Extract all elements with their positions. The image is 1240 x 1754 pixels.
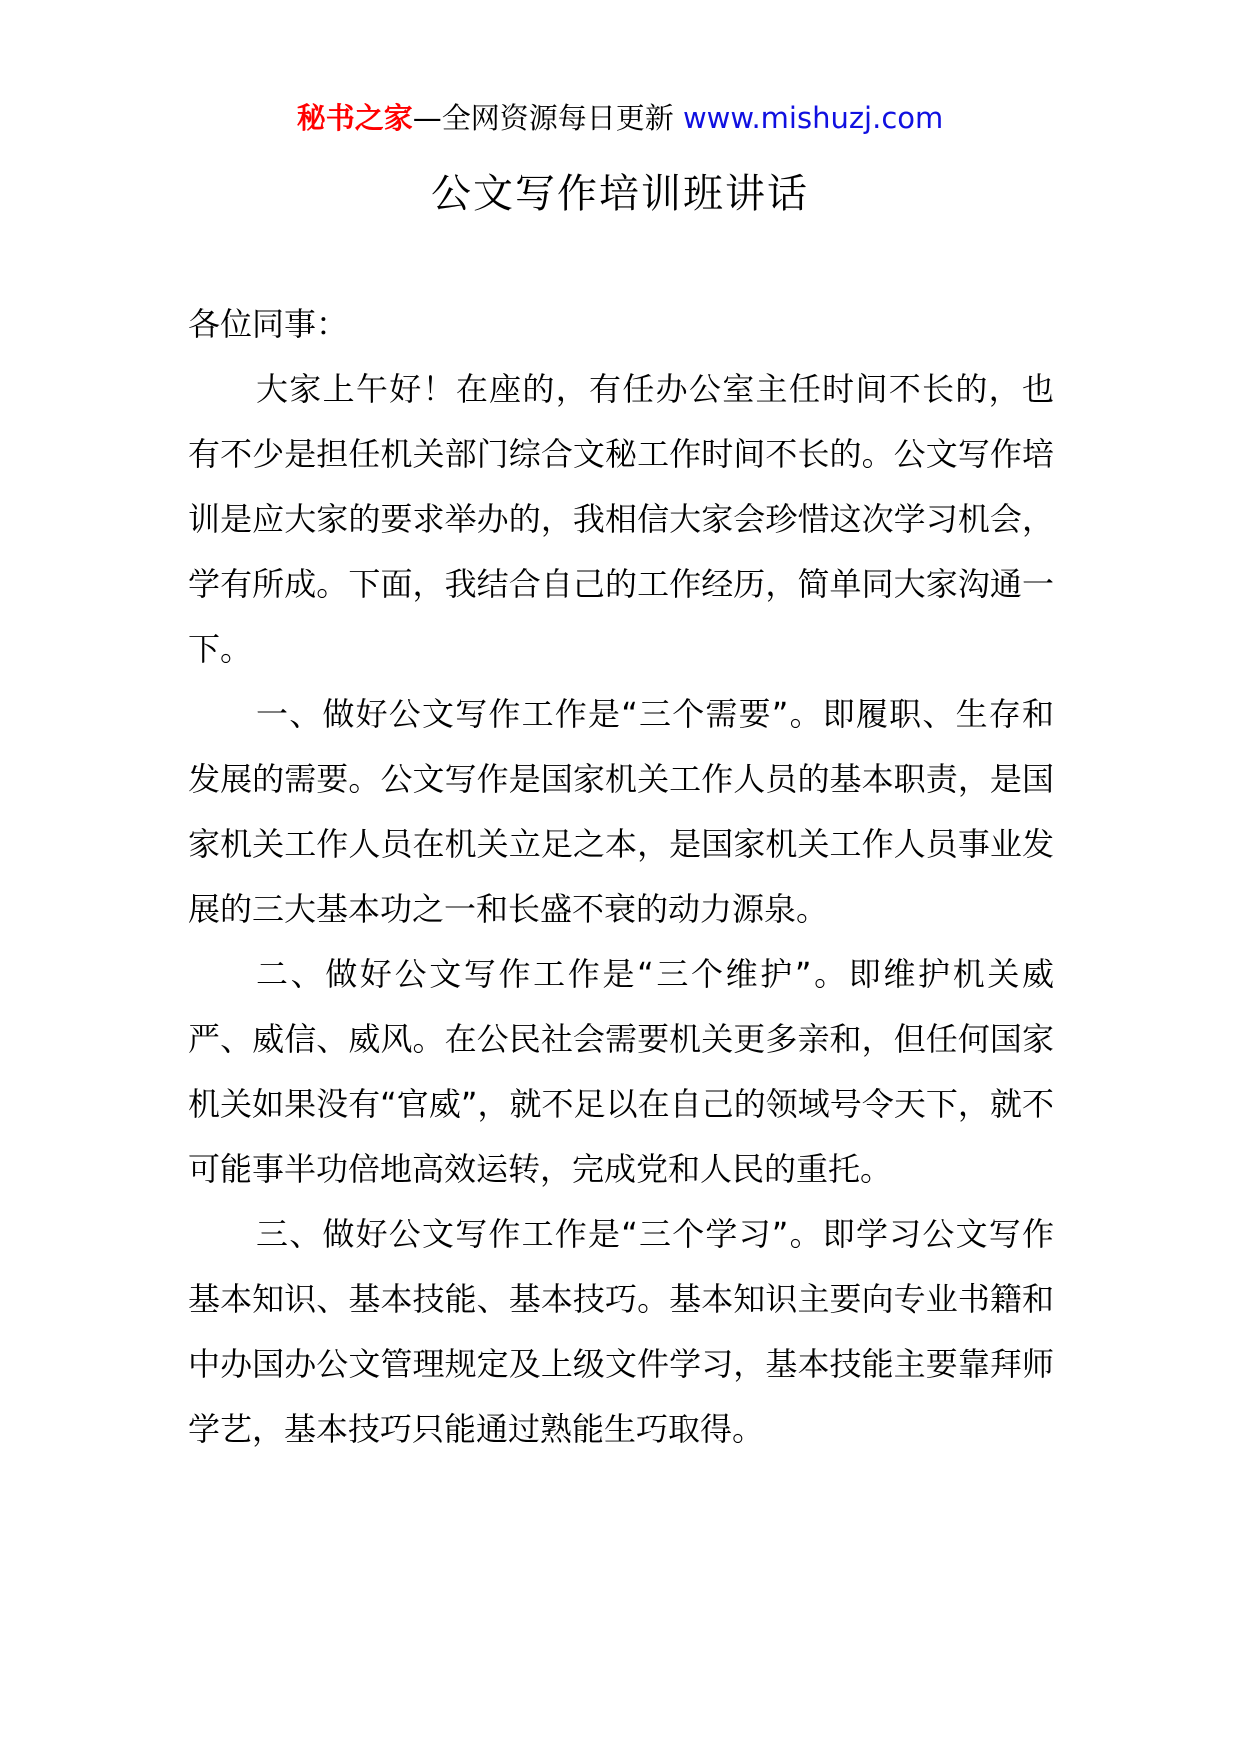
- brand-name: 秘书之家: [296, 101, 413, 135]
- document-title: 公文写作培训班讲话: [431, 171, 809, 217]
- paragraph-opening: 大家上午好！在座的，有任办公室主任时间不长的，也有不少是担任机关部门综合文秘工作时间不长的。公文写作培训是应大家的要求举办的，我相信大家会珍惜这次学习机会，学有所成。下面，我结合自己的工作经历，简单同大家沟通一下。: [188, 370, 1054, 668]
- paragraph-section-one: 一、做好公文写作工作是“三个需要”。即履职、生存和发展的需要。公文写作是国家机关工作人员的基本职责，是国家机关工作人员在机关立足之本，是国家机关工作人员事业发展的三大基本功之一和长盛不衰的动力源泉。: [188, 695, 1054, 928]
- banner-tagline: —全网资源每日更新: [412, 101, 674, 135]
- paragraph-section-two: 二、做好公文写作工作是“三个维护”。即维护机关威严、威信、威风。在公民社会需要机关更多亲和，但任何国家机关如果没有“官威”，就不足以在自己的领域号令天下，就不可能事半功倍地高效运转，完成党和人民的重托。: [188, 955, 1054, 1188]
- site-banner: [0, 98, 1240, 138]
- salutation: 各位同事：: [188, 305, 349, 343]
- document-body: [188, 292, 1054, 1462]
- site-url-link[interactable]: www.mishuzj.com: [682, 101, 944, 135]
- paragraph-section-three: 三、做好公文写作工作是“三个学习”。即学习公文写作基本知识、基本技能、基本技巧。基本知识主要向专业书籍和中办国办公文管理规定及上级文件学习，基本技能主要靠拜师学艺，基本技巧只能通过熟能生巧取得。: [188, 1215, 1054, 1448]
